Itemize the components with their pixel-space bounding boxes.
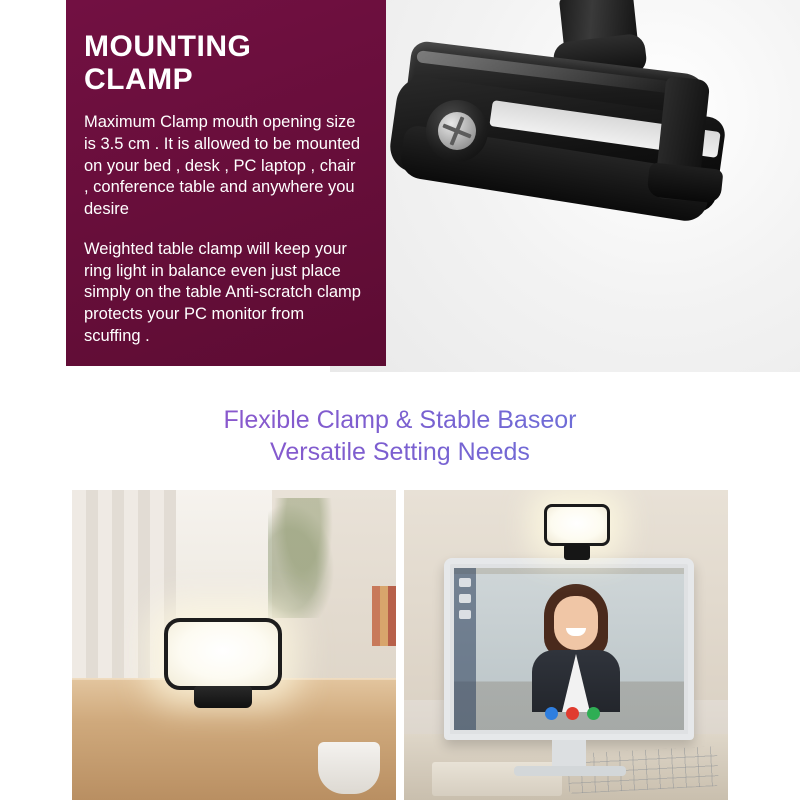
- hero-text-panel: [66, 0, 386, 366]
- gallery-row: [72, 490, 728, 800]
- mug-decor: [318, 742, 380, 794]
- hero-paragraph-2: Weighted table clamp will keep your ring light in balance even just place simply on the table Anti-scratch clamp protects your PC monitor from scuffing .: [84, 239, 361, 345]
- video-button[interactable]: [545, 707, 558, 720]
- hero-section: [0, 0, 800, 372]
- headline-line-2: Versatile Setting Needs: [0, 436, 800, 468]
- led-light-clamp-base: [194, 686, 252, 708]
- clamp-illustration: [330, 0, 800, 372]
- monitor-foot: [514, 766, 626, 776]
- monitor-stand: [552, 740, 586, 768]
- hero-paragraph-1: Maximum Clamp mouth opening size is 3.5 cm . It is allowed to be mounted on your bed , desk , PC laptop , chair , conference table and anywhere you desire: [84, 113, 361, 219]
- led-light-panel: [164, 618, 282, 690]
- clip-on-led-light: [544, 504, 610, 546]
- video-call-sidebar: [454, 568, 476, 730]
- monitor-screen: [454, 568, 684, 730]
- call-control-bar[interactable]: [516, 704, 628, 722]
- books-decor: [372, 586, 396, 646]
- desk-scene: [72, 490, 396, 800]
- section-headline: [0, 404, 800, 468]
- sidebar-thumbnail-1: [459, 578, 471, 587]
- computer-monitor: [444, 558, 694, 740]
- clip-on-led-clamp: [564, 544, 590, 560]
- office-scene: [404, 490, 728, 800]
- end-call-button[interactable]: [566, 707, 579, 720]
- sidebar-thumbnail-3: [459, 610, 471, 619]
- headline-line-1: Flexible Clamp & Stable Baseor: [0, 404, 800, 436]
- gallery-photo-desk: [72, 490, 396, 800]
- clamp-product-photo: [330, 0, 800, 372]
- gallery-photo-videocall: [404, 490, 728, 800]
- plant-decor: [268, 498, 338, 618]
- answer-button[interactable]: [587, 707, 600, 720]
- sidebar-thumbnail-2: [459, 594, 471, 603]
- participant-face: [554, 596, 598, 650]
- hero-title: MOUNTING CLAMP: [84, 30, 252, 96]
- video-call-participant: [528, 584, 624, 712]
